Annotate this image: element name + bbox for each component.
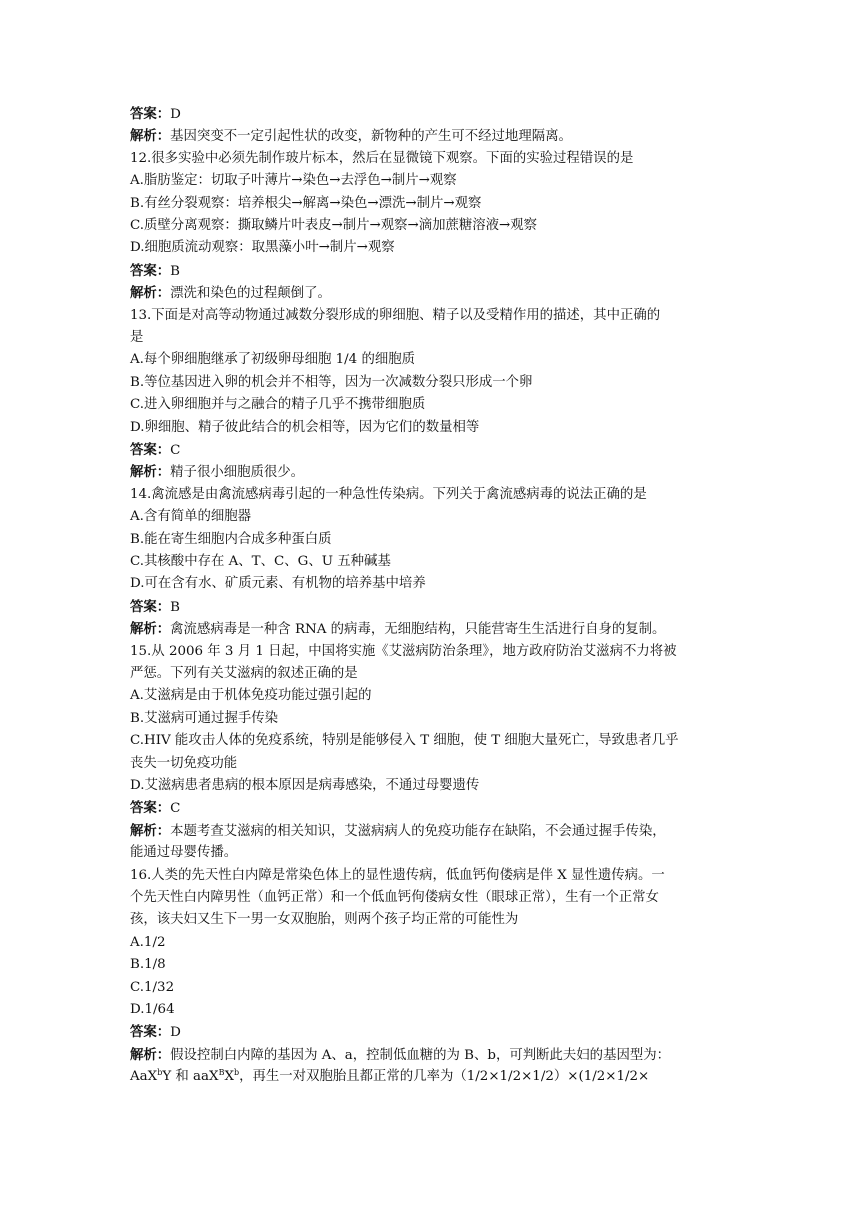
line-label: 答案： — [130, 106, 171, 122]
line-text: 16.人类的先天性白内障是常染色体上的显性遗传病，低血钙佝偻病是伴 X 显性遗传病。一 — [130, 867, 665, 883]
text-line — [130, 507, 251, 527]
line-text: C.其核酸中存在 A、T、C、G、U 五种碱基 — [130, 554, 391, 569]
text-line — [130, 1022, 181, 1042]
line-text: D — [170, 1025, 181, 1041]
text-line — [130, 888, 659, 908]
line-text: 精子很小细胞质很少。 — [170, 465, 305, 481]
allele-superscript: b — [234, 1068, 240, 1078]
line-label: 解析： — [130, 822, 171, 839]
text-line — [130, 574, 426, 594]
text-line — [130, 350, 415, 370]
text-line — [130, 194, 481, 214]
line-text: B.艾滋病可通过握手传染 — [130, 710, 279, 726]
text-line — [130, 597, 180, 617]
line-text: B — [170, 263, 181, 279]
text-line — [130, 126, 572, 146]
text-line — [130, 776, 479, 796]
line-text: 14.禽流感是由禽流感病毒引起的一种急性传染病。下列关于禽流感病毒的说法正确的是 — [130, 486, 647, 502]
text-line — [130, 664, 358, 684]
line-text: 基因突变不一定引起性状的改变，新物种的产生可不经过地理隔离。 — [170, 129, 572, 145]
line-text: D.艾滋病患者患病的根本原因是病毒感染，不通过母婴遗传 — [130, 778, 480, 793]
line-text: 12.很多实验中必须先制作玻片标本，然后在显微镜下观察。下面的实验过程错误的是 — [130, 150, 634, 166]
text-line — [130, 821, 666, 841]
text-line — [130, 373, 532, 393]
text-line — [130, 1045, 670, 1065]
text-line — [130, 1000, 175, 1020]
line-label: 解析： — [130, 621, 171, 638]
text-line — [130, 843, 237, 863]
line-text: 个先天性白内障男性（血钙正常）和一个低血钙佝偻病女性（眼球正常），生有一个正常女 — [130, 890, 659, 905]
line-text: 是 — [130, 330, 144, 345]
text-line — [130, 238, 395, 258]
genotype-text: ，再生一对双胞胎且都正常的几率为（1/2×1/2×1/2）×(1/2×1/2× — [239, 1069, 650, 1085]
line-text: 漂洗和染色的过程颠倒了。 — [170, 286, 331, 302]
line-text: A.每个卵细胞继承了初级卵母细胞 1/4 的细胞质 — [130, 352, 416, 368]
line-text: C.1/32 — [130, 979, 175, 995]
text-line — [130, 619, 665, 639]
line-label: 答案： — [130, 442, 171, 458]
line-label: 解析： — [130, 285, 171, 302]
text-line — [130, 955, 166, 975]
line-label: 解析： — [130, 1046, 171, 1063]
line-label: 答案： — [130, 598, 171, 615]
line-text: B.能在寄生细胞内合成多种蛋白质 — [130, 531, 332, 547]
line-text: D — [170, 107, 181, 122]
line-text: C — [170, 801, 181, 817]
line-text: D.卵细胞、精子彼此结合的机会相等，因为它们的数量相等 — [130, 419, 480, 435]
line-text: 能通过母婴传播。 — [130, 845, 238, 861]
line-text: 严惩。下列有关艾滋病的叙述正确的是 — [130, 666, 358, 681]
genotype-text: X — [224, 1069, 234, 1085]
line-text: B.有丝分裂观察：培养根尖→解离→染色→漂洗→制片→观察 — [130, 195, 482, 211]
text-line — [130, 328, 143, 348]
line-label: 答案： — [130, 800, 171, 817]
text-line — [130, 933, 165, 953]
text-line — [130, 709, 278, 729]
line-text: B — [170, 599, 181, 615]
line-label: 答案： — [130, 262, 171, 279]
genotype-text: Y 和 aaX — [162, 1069, 219, 1085]
text-line — [130, 462, 304, 482]
text-line — [130, 216, 537, 236]
text-line — [130, 866, 665, 886]
text-line — [130, 798, 180, 818]
line-text: 15.从 2006 年 3 月 1 日起，中国将实施《艾滋病防治条理》，地方政府防治艾滋病不力将被 — [130, 643, 677, 659]
text-line — [130, 485, 647, 505]
text-line — [130, 978, 174, 998]
line-text: A.含有简单的细胞器 — [130, 509, 252, 525]
line-text: 本题考查艾滋病的相关知识，艾滋病病人的免疫功能存在缺陷，不会通过握手传染， — [170, 823, 666, 839]
line-text: 孩，该夫妇又生下一男一女双胞胎，则两个孩子均正常的可能性为 — [130, 912, 519, 928]
text-line — [130, 731, 678, 751]
line-text: D.细胞质流动观察：取黑藻小叶→制片→观察 — [130, 240, 395, 256]
line-text: B.等位基因进入卵的机会并不相等，因为一次减数分裂只形成一个卵 — [130, 374, 533, 390]
text-line — [130, 910, 518, 930]
text-line — [130, 171, 457, 191]
text-line — [130, 530, 332, 550]
allele-superscript: b — [157, 1068, 163, 1078]
text-line — [130, 149, 633, 169]
line-text: 假设控制白内障的基因为 A、a，控制低血糖的为 B、b，可判断此夫妇的基因型为： — [170, 1047, 671, 1063]
text-line — [130, 261, 180, 281]
line-text: 禽流感病毒是一种含 RNA 的病毒，无细胞结构，只能营寄生生活进行自身的复制。 — [170, 622, 666, 638]
text-line — [130, 104, 181, 124]
text-line — [130, 686, 372, 706]
line-text: C.质壁分离观察：撕取鳞片叶表皮→制片→观察→滴加蔗糖溶液→观察 — [130, 218, 538, 233]
text-line — [130, 283, 331, 303]
line-text: D.可在含有水、矿质元素、有机物的培养基中培养 — [130, 576, 426, 592]
line-label: 解析： — [130, 128, 171, 145]
line-text: C — [170, 443, 181, 458]
line-text: A.艾滋病是由于机体免疫功能过强引起的 — [130, 688, 372, 704]
line-text: B.1/8 — [130, 957, 166, 973]
text-line — [130, 440, 180, 460]
line-text: 13.下面是对高等动物通过减数分裂形成的卵细胞、精子以及受精作用的描述，其中正确的 — [130, 307, 661, 323]
line-text: D.1/64 — [130, 1002, 175, 1017]
text-line — [130, 754, 237, 774]
allele-superscript: B — [218, 1068, 225, 1078]
line-text: A.脂肪鉴定：切取子叶薄片→染色→去浮色→制片→观察 — [130, 173, 457, 189]
text-line — [130, 642, 677, 662]
line-label: 答案： — [130, 1024, 171, 1041]
line-text: C.进入卵细胞并与之融合的精子几乎不携带细胞质 — [130, 397, 426, 413]
text-line — [130, 552, 391, 572]
text-line — [130, 395, 425, 415]
line-text: C.HIV 能攻击人体的免疫系统，特别是能够侵入 T 细胞，使 T 细胞大量死亡，导致患者几乎 — [130, 733, 679, 749]
text-line — [130, 306, 660, 326]
text-line — [130, 418, 479, 438]
genotype-text: AaX — [130, 1069, 158, 1085]
genotype-line — [130, 1067, 649, 1087]
line-text: 丧失一切免疫功能 — [130, 755, 238, 771]
line-text: A.1/2 — [130, 934, 166, 950]
line-label: 解析： — [130, 464, 171, 481]
